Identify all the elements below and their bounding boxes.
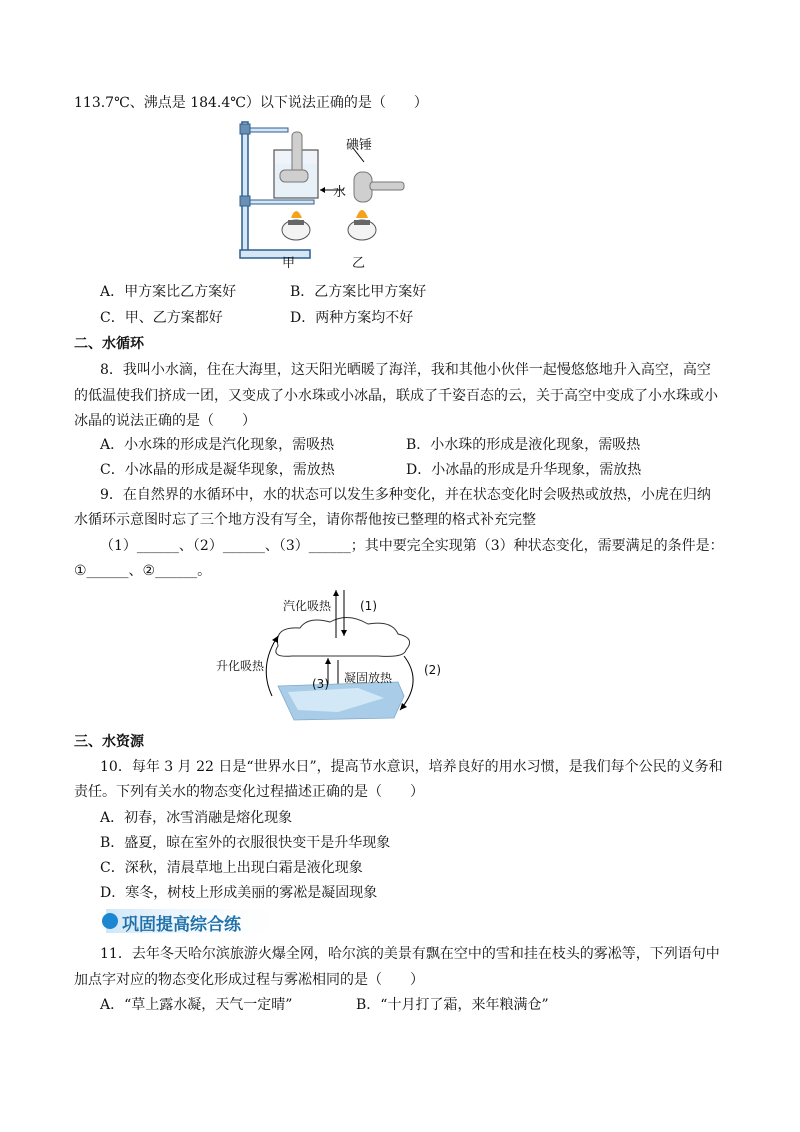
label-jia: 甲 xyxy=(282,256,296,271)
q8-option-b: B．小水珠的形成是液化现象，需吸热 xyxy=(406,437,641,453)
q11-line-2: 加点字对应的物态变化形成过程与雾凇相同的是（ ） xyxy=(74,972,424,988)
q7-intro: 113.7℃、沸点是 184.4℃）以下说法正确的是（ ） xyxy=(74,95,428,111)
banner-title: 巩固提高综合练 xyxy=(122,915,241,935)
q10-option-b: B．盛夏，晾在室外的衣服很快变干是升华现象 xyxy=(100,835,391,851)
q7-option-b: B．乙方案比甲方案好 xyxy=(290,284,427,300)
q7-option-c: C．甲、乙方案都好 xyxy=(100,310,223,326)
q8-line-1: 8．我叫小水滴，住在大海里，这天阳光晒暖了海洋，我和其他小伙伴一起慢悠悠地升入高空，高空 xyxy=(100,362,711,378)
q7-option-d: D．两种方案均不好 xyxy=(290,310,414,326)
label-2: (2) xyxy=(424,663,441,677)
label-water: 水 xyxy=(333,185,347,200)
label-freeze: 凝固放热 xyxy=(344,671,393,685)
q10-option-d: D．寒冬，树枝上形成美丽的雾凇是凝固现象 xyxy=(100,885,378,901)
q10-option-c: C．深秋，清晨草地上出现白霜是液化现象 xyxy=(100,860,363,876)
q11-line-1: 11．去年冬天哈尔滨旅游火爆全网，哈尔滨的美景有飘在空中的雪和挂在枝头的雾凇等，下列语句中 xyxy=(100,946,720,962)
label-sublimate: 升化吸热 xyxy=(216,659,265,673)
q9-line-1: 9．在自然界的水循环中，水的状态可以发生多种变化，并在状态变化时会吸热或放热，小虎在归纳 xyxy=(100,487,711,503)
q10-line-1: 10．每年 3 月 22 日是“世界水日”，提高节水意识，培养良好的用水习惯，是我们每个公民的义务和 xyxy=(100,759,723,775)
iodine-apparatus-figure xyxy=(236,118,416,270)
q9-line-4: ①______、②______。 xyxy=(74,563,212,579)
label-1: (1) xyxy=(360,599,377,613)
label-vaporize: 汽化吸热 xyxy=(283,599,332,613)
section-title-water-cycle: 二、水循环 xyxy=(74,336,144,352)
q8-line-3: 冰晶的说法正确的是（ ） xyxy=(74,413,256,429)
q7-option-a: A．甲方案比乙方案好 xyxy=(100,284,237,300)
section-title-water-resources: 三、水资源 xyxy=(74,734,144,750)
q11-option-b: B．“十月打了霜，来年粮满仓” xyxy=(356,997,549,1013)
q9-line-2: 水循环示意图时忘了三个地方没有写全，请你帮他按已整理的格式补充完整 xyxy=(74,512,536,528)
q9-line-3: （1）______、（2）______、（3）______；其中要完全实现第（3）种状态变化，需要满足的条件是： xyxy=(100,538,724,554)
q8-option-a: A．小水珠的形成是汽化现象，需吸热 xyxy=(100,437,335,453)
banner-bullet-icon xyxy=(102,913,118,929)
q10-line-2: 责任。下列有关水的物态变化过程描述正确的是（ ） xyxy=(74,784,424,800)
label-3: (3) xyxy=(312,677,329,691)
label-yi: 乙 xyxy=(352,256,366,271)
q8-line-2: 的低温使我们挤成一团，又变成了小水珠或小冰晶，联成了千姿百态的云，关于高空中变成了小水珠或小 xyxy=(74,388,718,404)
q10-option-a: A．初春，冰雪消融是熔化现象 xyxy=(100,810,293,826)
q8-option-d: D．小冰晶的形成是升华现象，需放热 xyxy=(406,462,642,478)
label-iodine-hammer: 碘锤 xyxy=(346,138,373,153)
q11-option-a: A．“草上露水凝，天气一定晴” xyxy=(100,997,293,1013)
q8-option-c: C．小冰晶的形成是凝华现象，需放热 xyxy=(100,462,335,478)
